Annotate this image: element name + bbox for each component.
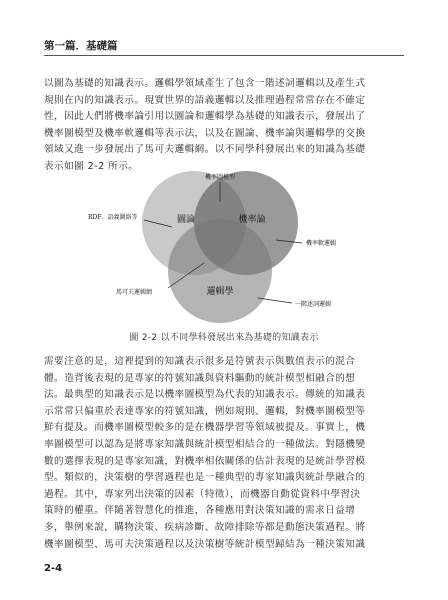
annotation-mln: 馬可夫邏輯網 xyxy=(116,289,153,296)
venn-circle-logic xyxy=(168,219,272,323)
label-logic: 邏輯學 xyxy=(206,287,234,297)
text-line: 機率圖模型、馬可夫決策過程以及決策樹等統計模型歸結為一種決策知識 xyxy=(44,538,366,550)
label-graph-theory: 圖論 xyxy=(176,215,196,225)
text-line: 領域又進一步發展出了馬可夫邏輯網。以不同學科發展出來的知識為基礎 xyxy=(44,144,366,156)
leader-line-fol xyxy=(258,298,292,303)
text-line: 體。造背後表現的是專家的符號知識與資料驅動的統計模型相融合的想 xyxy=(44,372,356,384)
venn-diagram-figure xyxy=(44,160,404,326)
text-line: 法。最典型的知識表示是以機率圖模型為代表的知識表示。傳統的知識表 xyxy=(44,389,366,401)
text-line: 過程。其中，專家列出決策的因素（特徵），而機器自動從資料中學習決 xyxy=(44,488,361,500)
text-line: 策時的權重。伴隨著智慧化的推進，各種應用對決策知識的需求日益增 xyxy=(44,505,356,517)
chapter-header-title: 第一篇．基礎篇 xyxy=(44,40,118,52)
text-line: 率圖模型可以認為是將專家知識與統計模型相結合的一種做法。對隱機變 xyxy=(44,438,366,450)
paragraph-body xyxy=(44,354,406,553)
text-line: 機率圖模型及機率軟邏輯等表示法，以及在圖論、機率論與邏輯學的交換 xyxy=(44,127,366,139)
page-number: 2-4 xyxy=(44,563,63,574)
text-line: 數的選擇表現的是專家知識，對機率相依關係的估計表現的是統計學習模 xyxy=(44,455,366,467)
text-line: 多，舉例來說，購物決策、疾病診斷、故障排除等都是動態決策過程。將 xyxy=(44,521,366,533)
label-probability: 機率論 xyxy=(238,215,266,225)
text-line: 規則在內的知識表示。現實世界的語義邏輯以及推理過程常常存在不確定 xyxy=(44,94,366,106)
annotation-psl: 機率軟邏輯 xyxy=(306,240,337,247)
text-line: 表示如圖 2-2 所示。 xyxy=(44,160,139,172)
annotation-fol: 一階述詞邏輯 xyxy=(295,301,332,308)
text-line: 需要注意的是，這裡提到的知識表示很多是符號表示與數值表示的混合 xyxy=(44,356,356,367)
text-line: 鮮有提及。而機率圖模型較多的是在機器學習等領域被提及。事實上，機 xyxy=(44,422,366,434)
annotation-rdf: RDF、語義圖絡等 xyxy=(88,214,138,221)
text-line: 性，因此人們將機率論引用以圖論和邏輯學為基礎的知識表示，發展出了 xyxy=(44,111,366,123)
header-divider xyxy=(44,55,404,56)
text-line: 示常常只偏重於表達專家的符號知識，例如規則、邏輯，對機率圖模型等 xyxy=(44,405,366,417)
annotation-pgm: 機率圖模型 xyxy=(204,174,236,181)
text-line: 型。類似的，決策樹的學習過程也是一種典型的專家知識與統計學融合的 xyxy=(44,472,366,484)
figure-caption: 圖 2-2 以不同學科發展出來為基礎的知識表示 xyxy=(129,333,319,343)
text-line: 以圖為基礎的知識表示。邏輯學領域產生了包含一階述詞邏輯以及產生式 xyxy=(44,78,366,89)
